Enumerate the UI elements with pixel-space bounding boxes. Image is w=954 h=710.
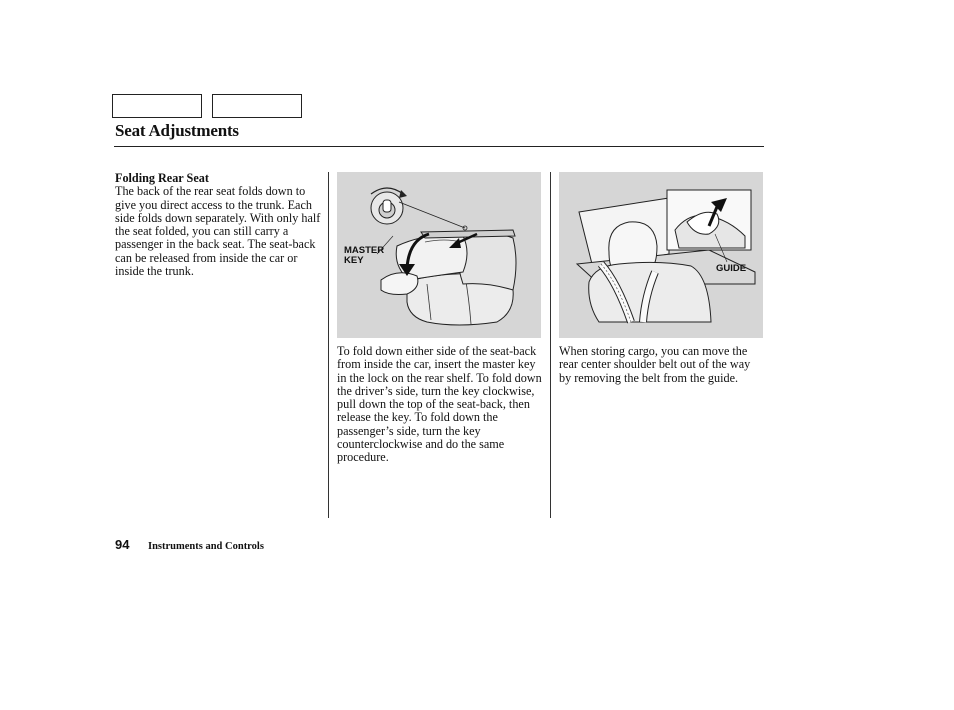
- page-number: 94: [115, 537, 130, 552]
- column-2-text: To fold down either side of the seat-back from inside the car, insert the master key in the lock on the rear shelf. To fold down the driver’s side, turn the key clockwise, pull down the top of the seat-back, then release the key. To fold down the passenger’s side, turn the key counterclockwise and do the same procedure.: [337, 344, 542, 465]
- folding-seat-illustration: [337, 172, 541, 338]
- title-rule: [114, 146, 764, 147]
- column-divider-2: [550, 172, 551, 518]
- column-divider-1: [328, 172, 329, 518]
- footer-section-name: Instruments and Controls: [148, 541, 264, 552]
- nav-tab-box-right[interactable]: [212, 94, 302, 118]
- master-key-callout: MASTER KEY: [344, 245, 385, 266]
- column-3-text: When storing cargo, you can move the rear center shoulder belt out of the way by removing the belt from the guide.: [559, 344, 751, 385]
- belt-guide-drawing: [559, 172, 763, 338]
- page-title: Seat Adjustments: [115, 121, 239, 140]
- section-heading: Folding Rear Seat: [115, 171, 209, 185]
- column-1-body: The back of the rear seat folds down to give you direct access to the trunk. Each side folds down separately. With only half the seat folded, you can still carry a passenger in the back seat. The seat-back can be released from inside the car or inside the trunk.: [115, 184, 321, 279]
- guide-callout: GUIDE: [716, 263, 747, 274]
- nav-tab-box-left[interactable]: [112, 94, 202, 118]
- column-1-text: [115, 172, 325, 278]
- shoulder-belt-guide-illustration: [559, 172, 763, 338]
